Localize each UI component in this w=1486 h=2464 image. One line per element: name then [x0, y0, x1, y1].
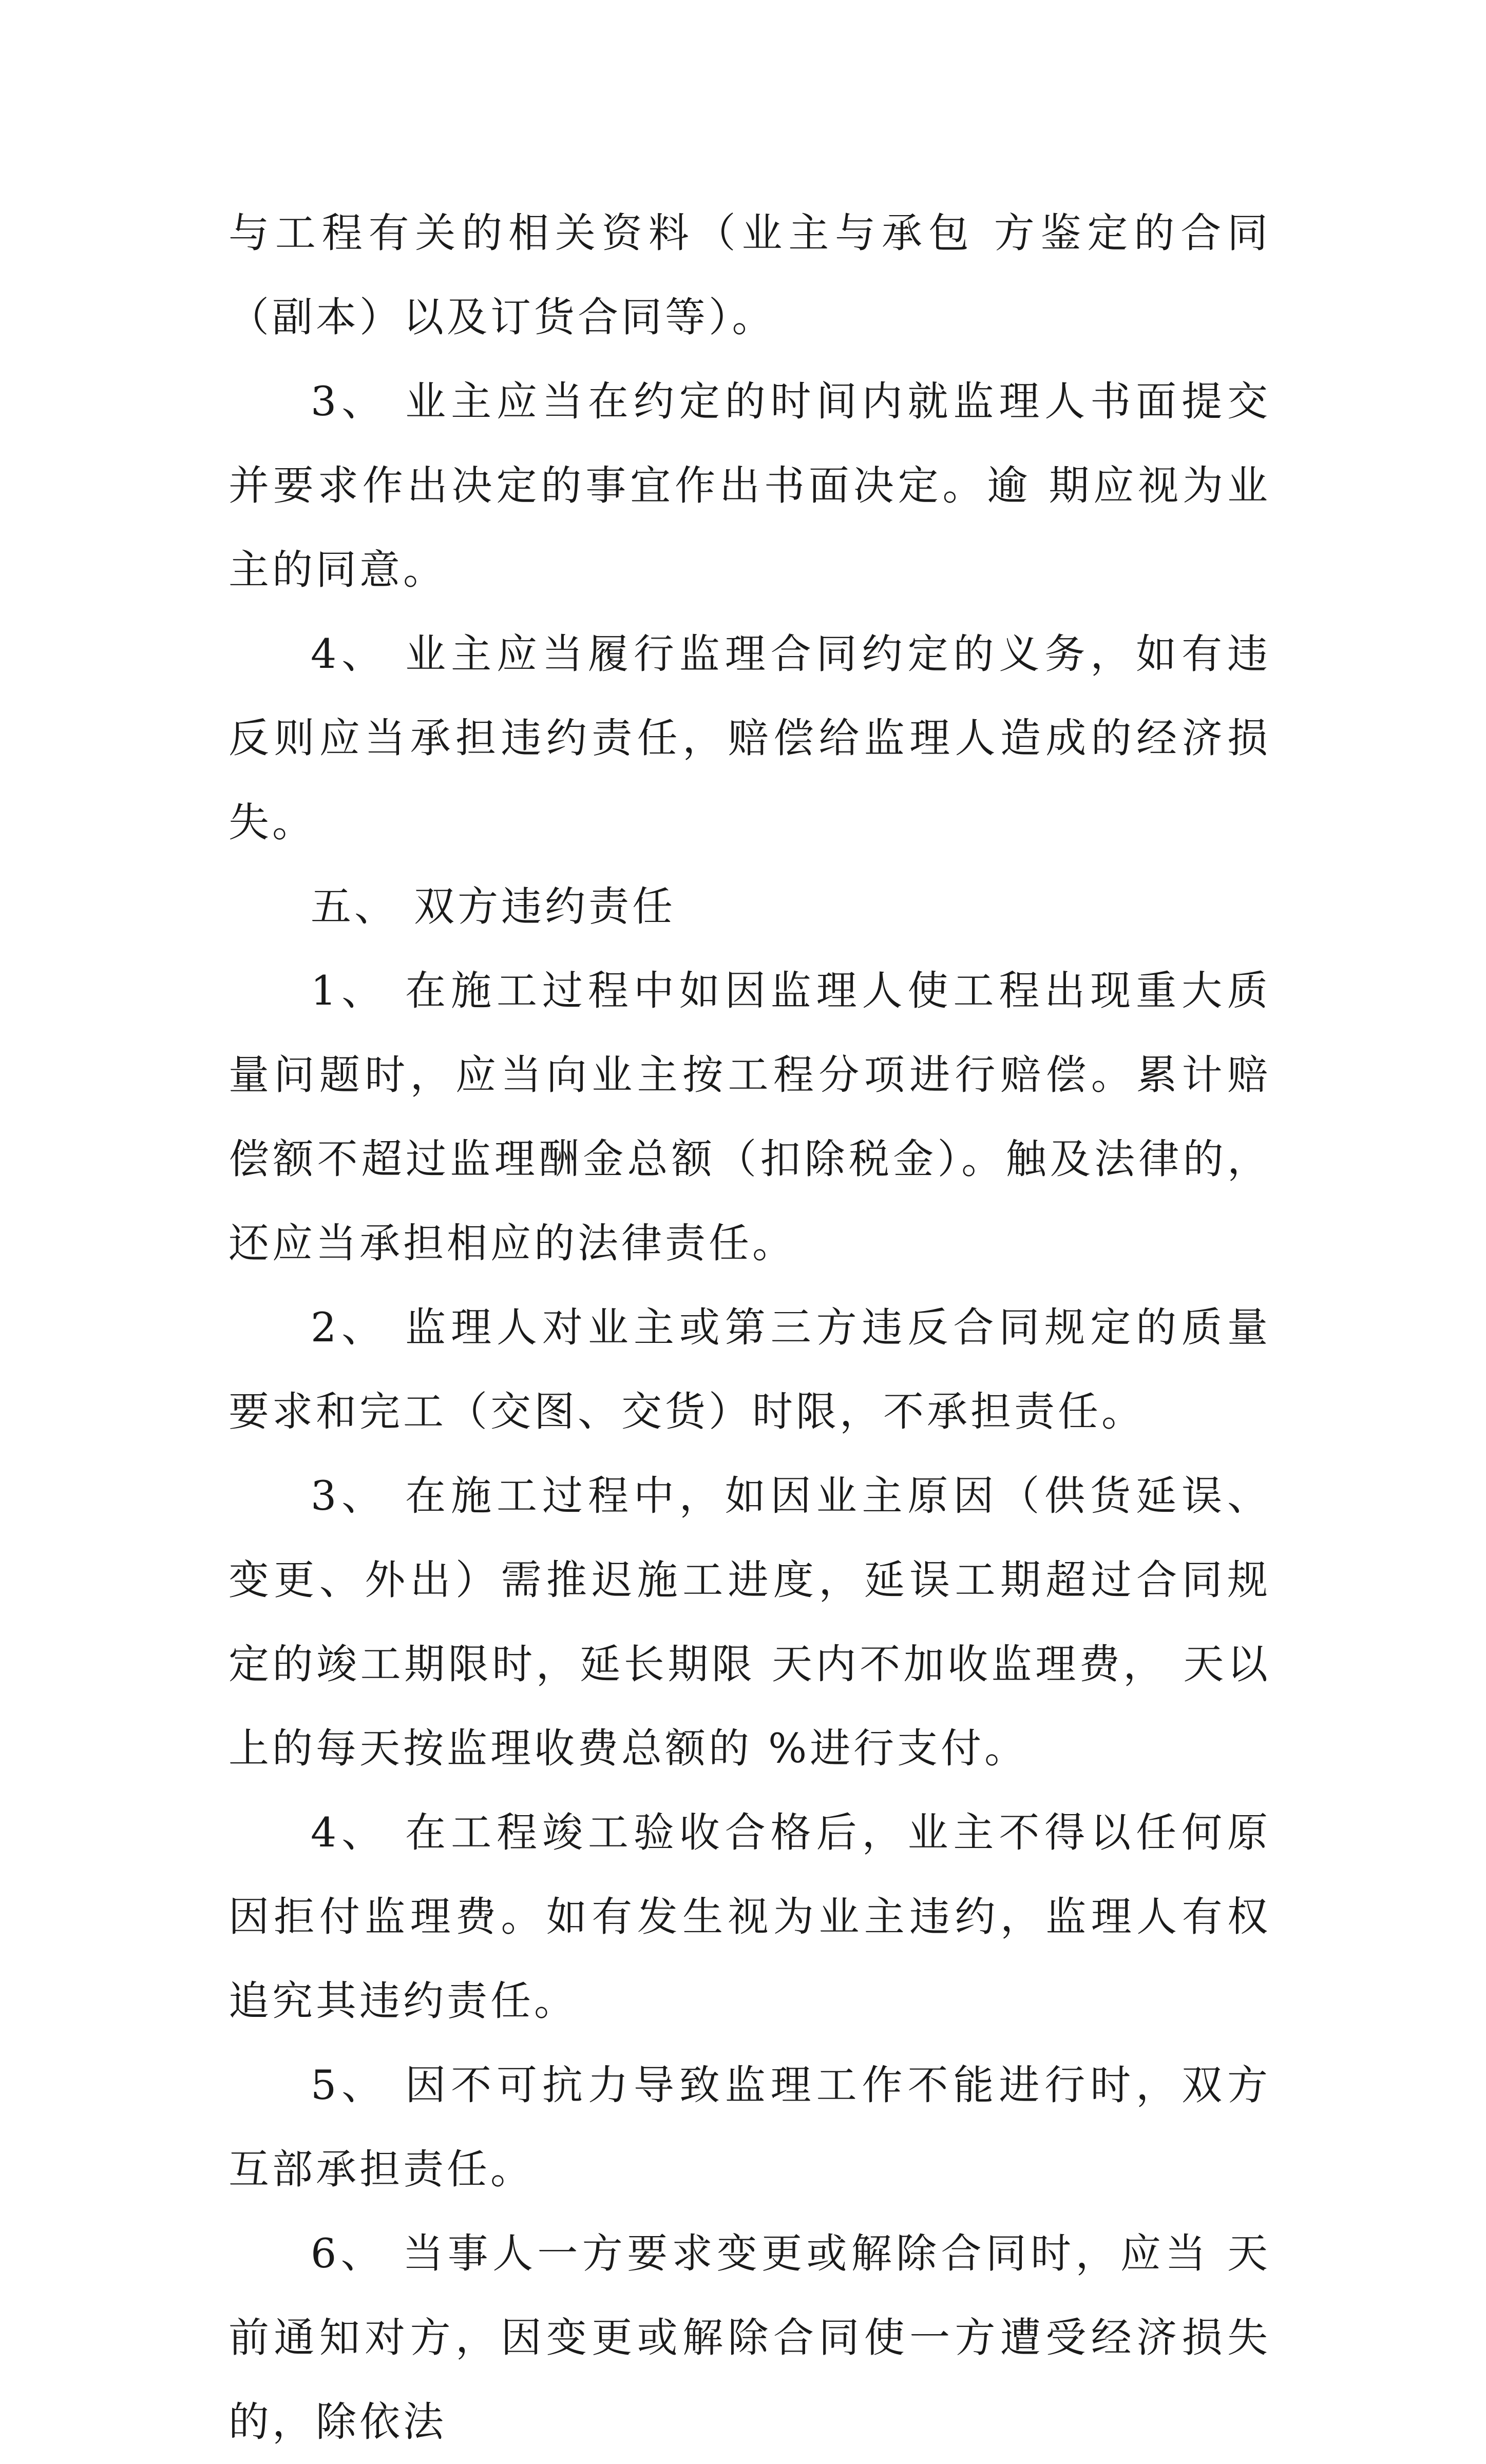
paragraph-clause-3: 3、 在施工过程中，如因业主原因（供货延误、变更、外出）需推迟施工进度，延误工期超过合同规定的竣工期限时，延长期限 天内不加收监理费， 天以上的每天按监理收费总额的 %进行支付。: [228, 1472, 1271, 1772]
paragraph-clause-4: 4、 在工程竣工验收合格后，业主不得以任何原因拒付监理费。如有发生视为业主违约，监理人有权追究其违约责任。: [228, 1809, 1271, 2025]
paragraph-clause-5: 5、 因不可抗力导致监理工作不能进行时，双方互部承担责任。: [228, 2062, 1271, 2193]
paragraph-owner-decision: 3、 业主应当在约定的时间内就监理人书面提交并要求作出决定的事宜作出书面决定。逾 期应视为业主的同意。: [228, 378, 1271, 593]
paragraph-clause-6: 6、 当事人一方要求变更或解除合同时，应当 天前通知对方，因变更或解除合同使一方遭受经济损失的，除依法: [228, 2230, 1271, 2446]
section-heading-breach-liability: 五、 双方违约责任: [311, 883, 676, 930]
paragraph-owner-obligation: 4、 业主应当履行监理合同约定的义务，如有违反则应当承担违约责任，赔偿给监理人造成的经济损失。: [228, 630, 1271, 846]
paragraph-clause-1: 1、 在施工过程中如因监理人使工程出现重大质量问题时，应当向业主按工程分项进行赔偿。累计赔偿额不超过监理酬金总额（扣除税金）。触及法律的，还应当承担相应的法律责任。: [228, 967, 1271, 1267]
paragraph-clause-2: 2、 监理人对业主或第三方违反合同规定的质量要求和完工（交图、交货）时限，不承担责任。: [228, 1304, 1271, 1435]
paragraph-continuation: 与工程有关的相关资料（业主与承包 方鉴定的合同（副本）以及订货合同等）。: [228, 209, 1271, 341]
document-body: [228, 191, 1271, 2464]
